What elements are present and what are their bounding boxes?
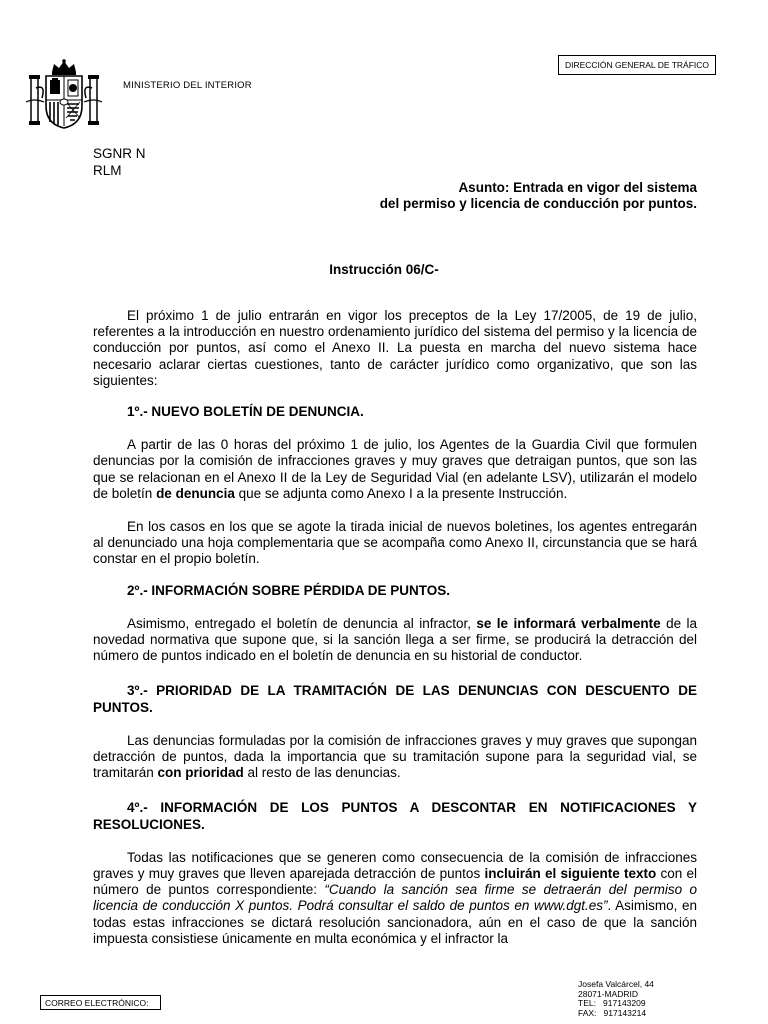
reference-line-1: SGNR N — [93, 146, 146, 161]
footer-address — [578, 980, 654, 1018]
instruction-title: Instrucción 06/C- — [329, 262, 439, 277]
coat-of-arms-logo — [26, 58, 102, 134]
section-2-paragraph-1: Asimismo, entregado el boletín de denuncia al infractor, se le informará verbalmente de la novedad normativa que supone que, si la sanción llega a ser firme, se producirá la detracción del número de puntos indicado en el boletín de denuncia en su historial de conductor. — [93, 615, 697, 664]
email-box — [40, 995, 161, 1010]
section-4-paragraph-1: Todas las notificaciones que se generen como consecuencia de la comisión de infracciones graves y muy graves que lleven aparejada detracción de puntos incluirán el siguiente texto con el número de puntos correspondiente: “Cuando la sanción sea firme se detraerán del permiso o licencia de conducción X puntos. Podrá consultar el saldo de puntos en www.dgt.es”. Asimismo, en todas estas infracciones se dictará resolución sancionadora, aún en el caso de que la sanción impuesta consistiese únicamente en multa económica y el infractor la — [93, 849, 698, 946]
address-city: 28071-MADRID — [578, 988, 638, 999]
section-3-heading: 3º.- PRIORIDAD DE LA TRAMITACIÓN DE LAS DENUNCIAS CON DESCUENTO DE PUNTOS. — [93, 683, 697, 715]
section-1-paragraph-1: A partir de las 0 horas del próximo 1 de julio, los Agentes de la Guardia Civil que formulen denuncias por la comisión de infracciones graves y muy graves que detraigan puntos, que son las que se relacionan en el Anexo II de la Ley de Seguridad Vial (en adelante LSV), utilizarán el modelo de boletín de denuncia que se adjunta como Anexo I a la presente Instrucción. — [93, 437, 697, 501]
section-4-heading: 4º.- INFORMACIÓN DE LOS PUNTOS A DESCONTAR EN NOTIFICACIONES Y RESOLUCIONES. — [93, 800, 697, 832]
ministry-name: MINISTERIO DEL INTERIOR — [123, 80, 252, 91]
section-2-heading: 2º.- INFORMACIÓN SOBRE PÉRDIDA DE PUNTOS. — [127, 582, 450, 598]
agency-name: DIRECCIÓN GENERAL DE TRÁFICO — [564, 60, 710, 70]
agency-box — [558, 55, 716, 75]
reference-line-2: RLM — [93, 163, 122, 178]
address-street: Josefa Valcárcel, 44 — [578, 979, 654, 989]
address-fax: FAX: 917143214 — [578, 1007, 647, 1018]
subject-line-2: del permiso y licencia de conducción por puntos. — [379, 196, 697, 211]
subject-line-1: Asunto: Entrada en vigor del sistema — [458, 180, 697, 195]
section-3-paragraph-1: Las denuncias formuladas por la comisión de infracciones graves y muy graves que supongan detracción de puntos, dada la importancia que su tramitación supone para la seguridad vial, se tramitarán con prioridad al resto de las denuncias. — [93, 732, 697, 781]
email-label: CORREO ELECTRÓNICO: — [45, 997, 149, 1008]
section-1-heading: 1º.- NUEVO BOLETÍN DE DENUNCIA. — [127, 404, 364, 420]
address-tel: TEL: 917143209 — [578, 998, 646, 1009]
document-body — [93, 308, 697, 947]
section-1-paragraph-2: En los casos en los que se agote la tirada inicial de nuevos boletines, los agentes entregarán al denunciado una hoja complementaria que se acompaña como Anexo II, circunstancia que se hará constar en el propio boletín. — [93, 519, 697, 567]
intro-paragraph: El próximo 1 de julio entrarán en vigor los preceptos de la Ley 17/2005, de 19 de julio, referentes a la introducción en nuestro ordenamiento jurídico del sistema del permiso y la licencia de conducción por puntos, así como el Anexo II. La puesta en marcha del nuevo sistema hace necesario aclarar ciertas cuestiones, tanto de carácter jurídico como organizativo, que son las siguientes: — [93, 308, 697, 388]
